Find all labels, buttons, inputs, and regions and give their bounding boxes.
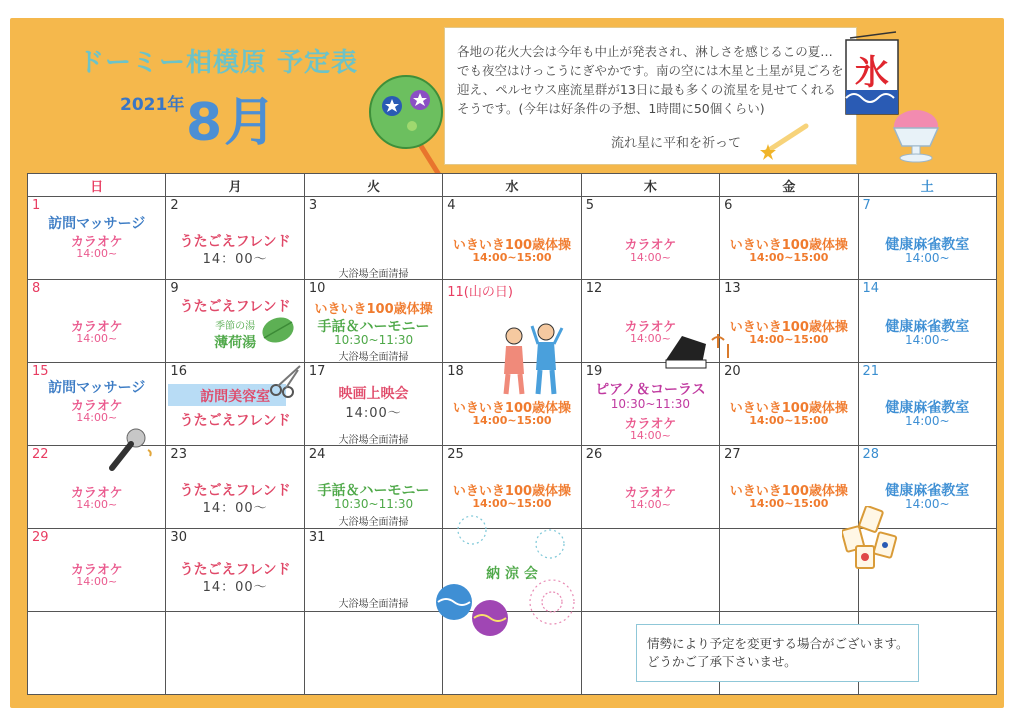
day-number: 19 bbox=[585, 364, 603, 379]
day-number: 25 bbox=[447, 447, 464, 462]
calendar-day-cell bbox=[304, 363, 442, 446]
event-text: 14:00~ bbox=[76, 575, 118, 588]
notice-closing: 流れ星に平和を祈って bbox=[611, 136, 742, 151]
calendar-day-cell bbox=[304, 197, 442, 280]
day-number: 9 bbox=[170, 281, 179, 296]
kakigori-sign-text: 氷 bbox=[855, 53, 889, 93]
day-number: 2 bbox=[170, 198, 179, 213]
event-text: 14:00~15:00 bbox=[472, 251, 552, 264]
day-number: 21 bbox=[862, 364, 880, 379]
day-number: 16 bbox=[170, 364, 187, 379]
event-text: 季節の湯 bbox=[215, 321, 256, 332]
day-number: 12 bbox=[585, 281, 603, 296]
weekday-header: 木 bbox=[581, 174, 719, 197]
mint-leaf-icon bbox=[258, 312, 298, 348]
event-text: 健康麻雀教室 bbox=[885, 319, 970, 335]
event-text: 大浴場全面清掃 bbox=[338, 517, 409, 528]
day-number: 15 bbox=[32, 364, 49, 379]
event-text: 14:00~ bbox=[904, 333, 950, 347]
event-text: 14:00~ bbox=[629, 429, 671, 442]
fireworks-icon bbox=[432, 510, 582, 640]
event-text: いきいき100歳体操 bbox=[729, 238, 848, 253]
day-number: 27 bbox=[724, 447, 741, 462]
event-text: ピアノ＆コーラス bbox=[595, 382, 706, 398]
weekday-header: 水 bbox=[443, 174, 581, 197]
weekday-header-row bbox=[28, 174, 997, 197]
calendar-day-cell bbox=[28, 612, 166, 695]
calendar-day-cell bbox=[28, 280, 166, 363]
event-text: 14：00～ bbox=[202, 501, 268, 516]
event-text: 14：00～ bbox=[202, 580, 268, 595]
weekday-header: 日 bbox=[28, 174, 166, 197]
calendar-day-cell bbox=[720, 529, 858, 612]
event-text: 14:00~ bbox=[76, 498, 118, 511]
event-text: うたごえフレンド bbox=[179, 562, 291, 578]
day-number: 24 bbox=[308, 447, 326, 462]
event-text: 14:00~ bbox=[76, 332, 118, 345]
calendar-day-cell bbox=[581, 197, 719, 280]
calendar-day-cell bbox=[720, 363, 858, 446]
day-number: 18 bbox=[447, 364, 464, 379]
event-text: カラオケ bbox=[624, 238, 677, 253]
calendar-day-cell bbox=[720, 197, 858, 280]
day-number: 22 bbox=[32, 447, 49, 462]
footer-note-line1: 情勢により予定を変更する場合がございます。 bbox=[647, 636, 909, 651]
microphone-icon bbox=[104, 424, 156, 474]
footer-note bbox=[636, 624, 919, 682]
weekday-header: 火 bbox=[304, 174, 442, 197]
event-text: 14:00～ bbox=[345, 406, 402, 421]
event-text: うたごえフレンド bbox=[179, 299, 291, 315]
event-text: 大浴場全面清掃 bbox=[338, 599, 409, 610]
calendar-day-cell bbox=[581, 529, 719, 612]
event-text: 14:00~ bbox=[629, 251, 671, 264]
event-text: 14:00~15:00 bbox=[472, 497, 552, 510]
event-text: 大浴場全面清掃 bbox=[338, 352, 409, 363]
day-number: 10 bbox=[308, 281, 326, 296]
weekday-header: 土 bbox=[858, 174, 996, 197]
mahjong-tiles-icon bbox=[842, 506, 902, 570]
calendar-day-cell bbox=[166, 529, 304, 612]
event-text: 映画上映会 bbox=[338, 386, 409, 402]
calendar-day-cell bbox=[304, 446, 442, 529]
day-number: 7 bbox=[862, 198, 871, 213]
event-text: カラオケ bbox=[70, 235, 123, 250]
calendar-day-cell bbox=[858, 197, 996, 280]
shooting-star-icon bbox=[756, 120, 816, 160]
calendar-day-cell bbox=[720, 446, 858, 529]
event-text: 10:30~11:30 bbox=[610, 397, 690, 411]
day-number: 30 bbox=[170, 530, 187, 545]
footer-note-line2: どうかご了承下さいませ。 bbox=[647, 654, 797, 669]
event-text: カラオケ bbox=[70, 399, 123, 414]
event-text: いきいき100歳体操 bbox=[452, 484, 572, 499]
exercise-people-icon bbox=[496, 318, 566, 396]
calendar-day-cell bbox=[858, 280, 996, 363]
event-text: 薄荷湯 bbox=[214, 335, 257, 351]
scissors-icon bbox=[268, 362, 304, 398]
calendar-day-cell bbox=[443, 197, 581, 280]
day-number: 23 bbox=[170, 447, 187, 462]
day-number: 20 bbox=[724, 364, 741, 379]
event-text: いきいき100歳体操 bbox=[729, 320, 848, 335]
day-number: 29 bbox=[32, 530, 49, 545]
calendar-day-cell bbox=[304, 280, 442, 363]
calendar-day-cell bbox=[166, 446, 304, 529]
calendar-day-cell bbox=[166, 612, 304, 695]
event-text: 14:00~ bbox=[76, 411, 118, 424]
event-text: カラオケ bbox=[70, 320, 123, 335]
event-text: 14:00~ bbox=[904, 414, 950, 428]
day-number: 11(山の日) bbox=[447, 285, 513, 300]
event-text: 14:00~ bbox=[904, 497, 950, 511]
day-number: 13 bbox=[724, 281, 741, 296]
event-text: 14：00～ bbox=[202, 252, 268, 267]
event-text: 訪問マッサージ bbox=[48, 380, 146, 396]
event-text: いきいき100歳体操 bbox=[729, 484, 848, 499]
event-text: 訪問美容室 bbox=[200, 389, 271, 405]
event-text: 10:30~11:30 bbox=[333, 497, 414, 511]
calendar-day-cell bbox=[720, 280, 858, 363]
calendar-day-cell bbox=[581, 446, 719, 529]
event-text: 手話＆ハーモニー bbox=[317, 483, 430, 499]
event-text: 14:00~15:00 bbox=[749, 497, 829, 510]
kakigori-icon bbox=[836, 28, 948, 163]
calendar-week-row bbox=[28, 197, 997, 280]
event-text: 大浴場全面清掃 bbox=[338, 269, 409, 280]
day-number: 8 bbox=[32, 281, 41, 296]
calendar-day-cell bbox=[304, 529, 442, 612]
day-number: 17 bbox=[308, 364, 326, 379]
event-text: 手話＆ハーモニー bbox=[317, 319, 430, 335]
event-text: 健康麻雀教室 bbox=[885, 400, 970, 416]
event-text: うたごえフレンド bbox=[179, 483, 291, 499]
event-text: いきいき100歳体操 bbox=[729, 401, 848, 416]
calendar-day-cell bbox=[858, 363, 996, 446]
day-number: 5 bbox=[585, 198, 594, 213]
day-number: 26 bbox=[585, 447, 603, 462]
day-number: 3 bbox=[308, 198, 318, 213]
event-text: 10:30~11:30 bbox=[333, 333, 414, 347]
event-text: いきいき100歳体操 bbox=[452, 401, 572, 416]
day-number: 31 bbox=[308, 530, 326, 545]
event-text: 14:00~15:00 bbox=[749, 333, 829, 346]
event-text: 健康麻雀教室 bbox=[885, 237, 970, 253]
event-text: 14:00~ bbox=[904, 251, 950, 265]
event-text: カラオケ bbox=[624, 417, 677, 432]
weekday-header: 金 bbox=[720, 174, 858, 197]
event-text: カラオケ bbox=[70, 563, 123, 578]
month-label: 8月 bbox=[186, 93, 279, 153]
day-number: 1 bbox=[32, 198, 41, 213]
event-text: 14:00~ bbox=[76, 247, 118, 260]
calendar-day-cell bbox=[304, 612, 442, 695]
event-text: 健康麻雀教室 bbox=[885, 483, 970, 499]
calendar-day-cell bbox=[28, 197, 166, 280]
footer-note-text bbox=[647, 635, 909, 671]
event-text: カラオケ bbox=[624, 486, 677, 501]
event-text: うたごえフレンド bbox=[179, 234, 291, 250]
event-text: いきいき100歳体操 bbox=[314, 302, 433, 317]
calendar-day-cell bbox=[166, 197, 304, 280]
year-label: 2021年 bbox=[120, 95, 185, 115]
day-number: 4 bbox=[447, 198, 456, 213]
piano-icon bbox=[662, 330, 738, 378]
event-text: 14:00~ bbox=[629, 332, 671, 345]
notice-text: 各地の花火大会は今年も中止が発表され、淋しさを感じるこの夏…でも夜空はけっこうにぎやかです。南の空には木星と土星が見ごろを迎え、ペルセウス座流星群が13日に最も多くの流星を見せてくれるそうです。(今年は好条件の予想、1時間に50個くらい) bbox=[457, 44, 844, 116]
event-text: うたごえフレンド bbox=[179, 413, 291, 429]
page-title: ドーミー相模原 予定表 bbox=[78, 48, 359, 78]
event-text: 14:00~ bbox=[629, 498, 671, 511]
event-text: いきいき100歳体操 bbox=[452, 238, 572, 253]
day-number: 28 bbox=[862, 447, 880, 462]
weekday-header: 月 bbox=[166, 174, 304, 197]
event-text: 納 涼 会 bbox=[486, 566, 538, 582]
event-text: 大浴場全面清掃 bbox=[338, 435, 409, 446]
calendar-day-cell bbox=[28, 529, 166, 612]
event-text: カラオケ bbox=[624, 320, 677, 335]
event-text: 訪問マッサージ bbox=[48, 216, 146, 232]
day-number: 6 bbox=[724, 198, 733, 213]
event-text: 14:00~15:00 bbox=[472, 414, 552, 427]
day-number: 14 bbox=[862, 281, 880, 296]
event-text: 14:00~15:00 bbox=[749, 414, 829, 427]
event-text: 14:00~15:00 bbox=[749, 251, 829, 264]
event-text: カラオケ bbox=[70, 486, 123, 501]
